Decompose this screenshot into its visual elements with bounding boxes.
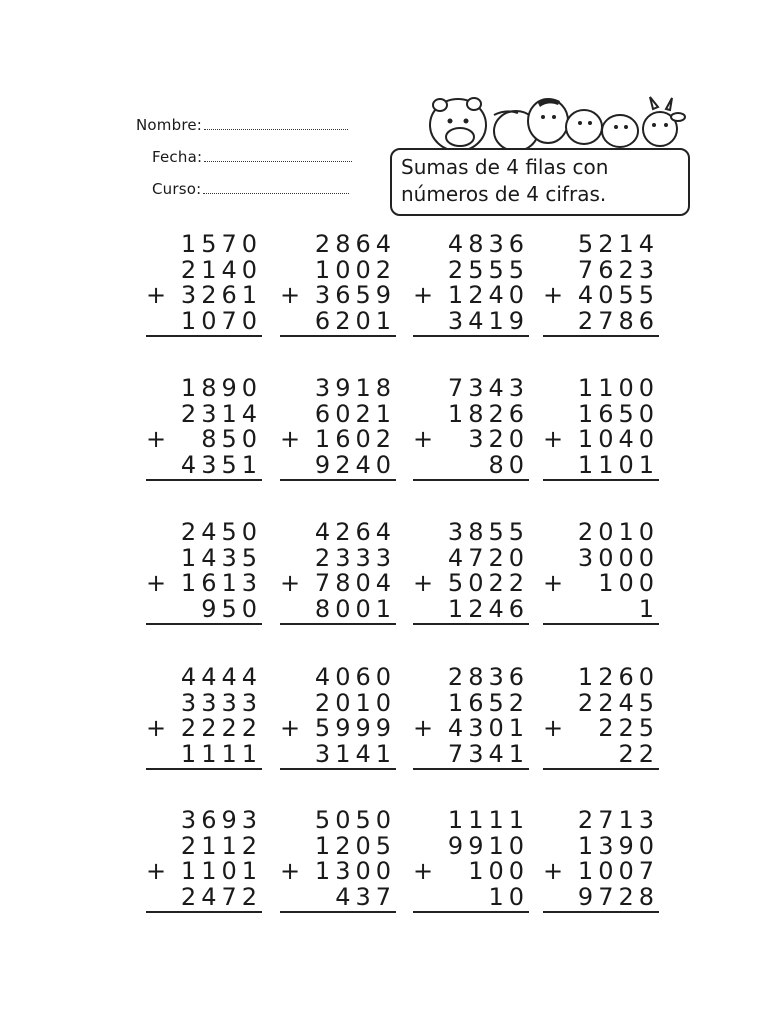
addend-3 [146,571,262,597]
addend-2 [413,543,529,572]
addend-4 [413,306,529,335]
sum-line [280,623,396,625]
number: 1826 [447,399,529,428]
plus-sign: + [543,281,564,309]
number: 1613 [180,569,262,597]
addend-2 [146,831,262,860]
addend-1 [280,665,396,691]
addend-4 [280,739,396,768]
number: 4055 [577,281,659,309]
addend-1 [543,376,659,402]
number: 2864 [314,230,396,258]
addend-1 [146,376,262,402]
addend-4 [543,306,659,335]
number: 1002 [314,255,396,284]
name-blank [204,117,348,130]
addend-4 [280,594,396,623]
plus-sign: + [146,425,167,453]
course-blank [203,181,349,194]
sum-line [146,335,262,337]
plus-sign: + [146,281,167,309]
number: 1111 [180,739,262,768]
number: 100 [598,569,659,597]
number: 2010 [577,518,659,546]
addend-3 [146,427,262,453]
addition-problem [280,232,396,342]
plus-sign: + [280,569,301,597]
sum-line [146,623,262,625]
addend-2 [413,688,529,717]
addend-1 [413,520,529,546]
addend-3 [280,716,396,742]
number: 2786 [577,306,659,335]
addition-problem [413,665,529,775]
addend-4 [280,882,396,911]
sum-line [413,623,529,625]
addend-1 [146,665,262,691]
sum-line [146,479,262,481]
number: 1070 [180,306,262,335]
addition-problem [543,665,659,775]
addend-2 [280,831,396,860]
number: 1205 [314,831,396,860]
number: 2713 [577,806,659,834]
addend-1 [413,232,529,258]
number: 5999 [314,714,396,742]
number: 2472 [180,882,262,911]
number: 1435 [180,543,262,572]
plus-sign: + [280,281,301,309]
addend-2 [413,255,529,284]
number: 100 [468,857,529,885]
sum-line [543,911,659,913]
plus-sign: + [146,857,167,885]
number: 6021 [314,399,396,428]
number: 1390 [577,831,659,860]
addition-problem [413,232,529,342]
addend-2 [280,399,396,428]
plus-sign: + [280,857,301,885]
addend-1 [280,232,396,258]
sum-line [543,768,659,770]
plus-sign: + [413,857,434,885]
addend-2 [413,399,529,428]
name-label: Nombre: [136,116,203,134]
addition-problem [543,520,659,630]
addend-2 [146,688,262,717]
sum-line [280,479,396,481]
date-blank [204,149,352,162]
sum-line [543,335,659,337]
addend-2 [146,399,262,428]
addend-3 [280,571,396,597]
cartoon-animals-illustration [398,95,690,153]
number: 7804 [314,569,396,597]
number: 4351 [180,450,262,479]
plus-sign: + [413,714,434,742]
plus-sign: + [413,425,434,453]
name-field [136,116,348,134]
number: 2836 [447,663,529,691]
plus-sign: + [543,714,564,742]
addend-4 [146,594,262,623]
addend-2 [543,831,659,860]
number: 5050 [314,806,396,834]
number: 3693 [180,806,262,834]
number: 1 [638,594,659,623]
addition-problem [280,376,396,486]
addend-1 [543,808,659,834]
number: 850 [201,425,262,453]
addend-4 [413,739,529,768]
addition-problem [280,520,396,630]
number: 5022 [447,569,529,597]
number: 9240 [314,450,396,479]
addend-1 [413,808,529,834]
number: 4301 [447,714,529,742]
addend-2 [146,255,262,284]
addition-problem [543,808,659,918]
sum-line [280,911,396,913]
addend-4 [543,882,659,911]
number: 225 [598,714,659,742]
number: 4836 [447,230,529,258]
worksheet-title [390,148,690,216]
addend-1 [413,665,529,691]
sum-line [280,335,396,337]
course-label: Curso: [152,180,202,198]
addend-3 [543,716,659,742]
addend-2 [543,255,659,284]
plus-sign: + [280,425,301,453]
number: 2333 [314,543,396,572]
number: 3261 [180,281,262,309]
number: 2222 [180,714,262,742]
sum-line [413,768,529,770]
addend-1 [146,232,262,258]
number: 1007 [577,857,659,885]
addition-problem [146,232,262,342]
addend-3 [413,716,529,742]
plus-sign: + [280,714,301,742]
addend-1 [280,808,396,834]
addend-4 [543,450,659,479]
addend-2 [543,543,659,572]
addition-problem [146,665,262,775]
sum-line [280,768,396,770]
addend-3 [280,427,396,453]
number: 1111 [447,806,529,834]
sum-line [413,911,529,913]
number: 1240 [447,281,529,309]
plus-sign: + [146,569,167,597]
number: 7341 [447,739,529,768]
addend-1 [280,376,396,402]
number: 1100 [577,374,659,402]
sum-line [413,335,529,337]
number: 950 [201,594,262,623]
number: 80 [488,450,529,479]
number: 7623 [577,255,659,284]
number: 3855 [447,518,529,546]
addition-problem [280,665,396,775]
number: 5214 [577,230,659,258]
addend-4 [146,739,262,768]
addend-1 [543,232,659,258]
number: 22 [618,739,659,768]
sum-line [543,623,659,625]
plus-sign: + [413,281,434,309]
sum-line [413,479,529,481]
addend-3 [146,716,262,742]
number: 2450 [180,518,262,546]
addend-2 [543,688,659,717]
number: 7343 [447,374,529,402]
addend-2 [280,543,396,572]
number: 2245 [577,688,659,717]
date-label: Fecha: [152,148,203,166]
plus-sign: + [543,569,564,597]
addend-1 [543,520,659,546]
addend-4 [413,594,529,623]
number: 4060 [314,663,396,691]
number: 1101 [180,857,262,885]
addend-4 [280,450,396,479]
number: 8001 [314,594,396,623]
addend-2 [543,399,659,428]
number: 1602 [314,425,396,453]
sum-line [543,479,659,481]
addend-2 [280,688,396,717]
addend-3 [413,427,529,453]
addition-problem [413,520,529,630]
number: 3918 [314,374,396,402]
number: 10 [488,882,529,911]
addition-problem [146,808,262,918]
title-line-1: Sumas de 4 filas con [401,155,609,179]
addend-4 [146,882,262,911]
addend-3 [413,283,529,309]
addend-3 [543,859,659,885]
number: 2314 [180,399,262,428]
number: 4444 [180,663,262,691]
addition-problem [280,808,396,918]
title-line-2: números de 4 cifras. [401,182,607,206]
number: 1300 [314,857,396,885]
number: 3419 [447,306,529,335]
addend-4 [413,450,529,479]
number: 3141 [314,739,396,768]
date-field [152,148,352,166]
addend-4 [543,594,659,623]
addend-1 [146,808,262,834]
addend-3 [413,859,529,885]
addend-3 [543,571,659,597]
addend-1 [413,376,529,402]
number: 1650 [577,399,659,428]
addend-3 [146,283,262,309]
addend-3 [413,571,529,597]
addition-problem [543,232,659,342]
plus-sign: + [543,857,564,885]
number: 320 [468,425,529,453]
number: 9910 [447,831,529,860]
addend-4 [543,739,659,768]
addend-3 [280,283,396,309]
sum-line [146,768,262,770]
addend-4 [146,306,262,335]
sum-line [146,911,262,913]
number: 437 [335,882,396,911]
number: 1040 [577,425,659,453]
number: 2140 [180,255,262,284]
number: 6201 [314,306,396,335]
plus-sign: + [543,425,564,453]
addition-problem [146,520,262,630]
number: 1101 [577,450,659,479]
addend-2 [280,255,396,284]
number: 4720 [447,543,529,572]
plus-sign: + [413,569,434,597]
number: 2555 [447,255,529,284]
plus-sign: + [146,714,167,742]
number: 3000 [577,543,659,572]
addend-1 [280,520,396,546]
addend-3 [280,859,396,885]
number: 1890 [180,374,262,402]
number: 2112 [180,831,262,860]
number: 1652 [447,688,529,717]
number: 3333 [180,688,262,717]
number: 1260 [577,663,659,691]
course-field [152,180,349,198]
addition-problem [543,376,659,486]
addition-problem [413,808,529,918]
number: 1246 [447,594,529,623]
addend-2 [413,831,529,860]
addend-4 [280,306,396,335]
addition-problem [146,376,262,486]
addend-4 [146,450,262,479]
addend-3 [146,859,262,885]
addend-3 [543,427,659,453]
addition-problem [413,376,529,486]
addend-2 [146,543,262,572]
number: 4264 [314,518,396,546]
addend-4 [413,882,529,911]
addend-1 [146,520,262,546]
number: 1570 [180,230,262,258]
addend-1 [543,665,659,691]
number: 3659 [314,281,396,309]
number: 9728 [577,882,659,911]
addend-3 [543,283,659,309]
number: 2010 [314,688,396,717]
